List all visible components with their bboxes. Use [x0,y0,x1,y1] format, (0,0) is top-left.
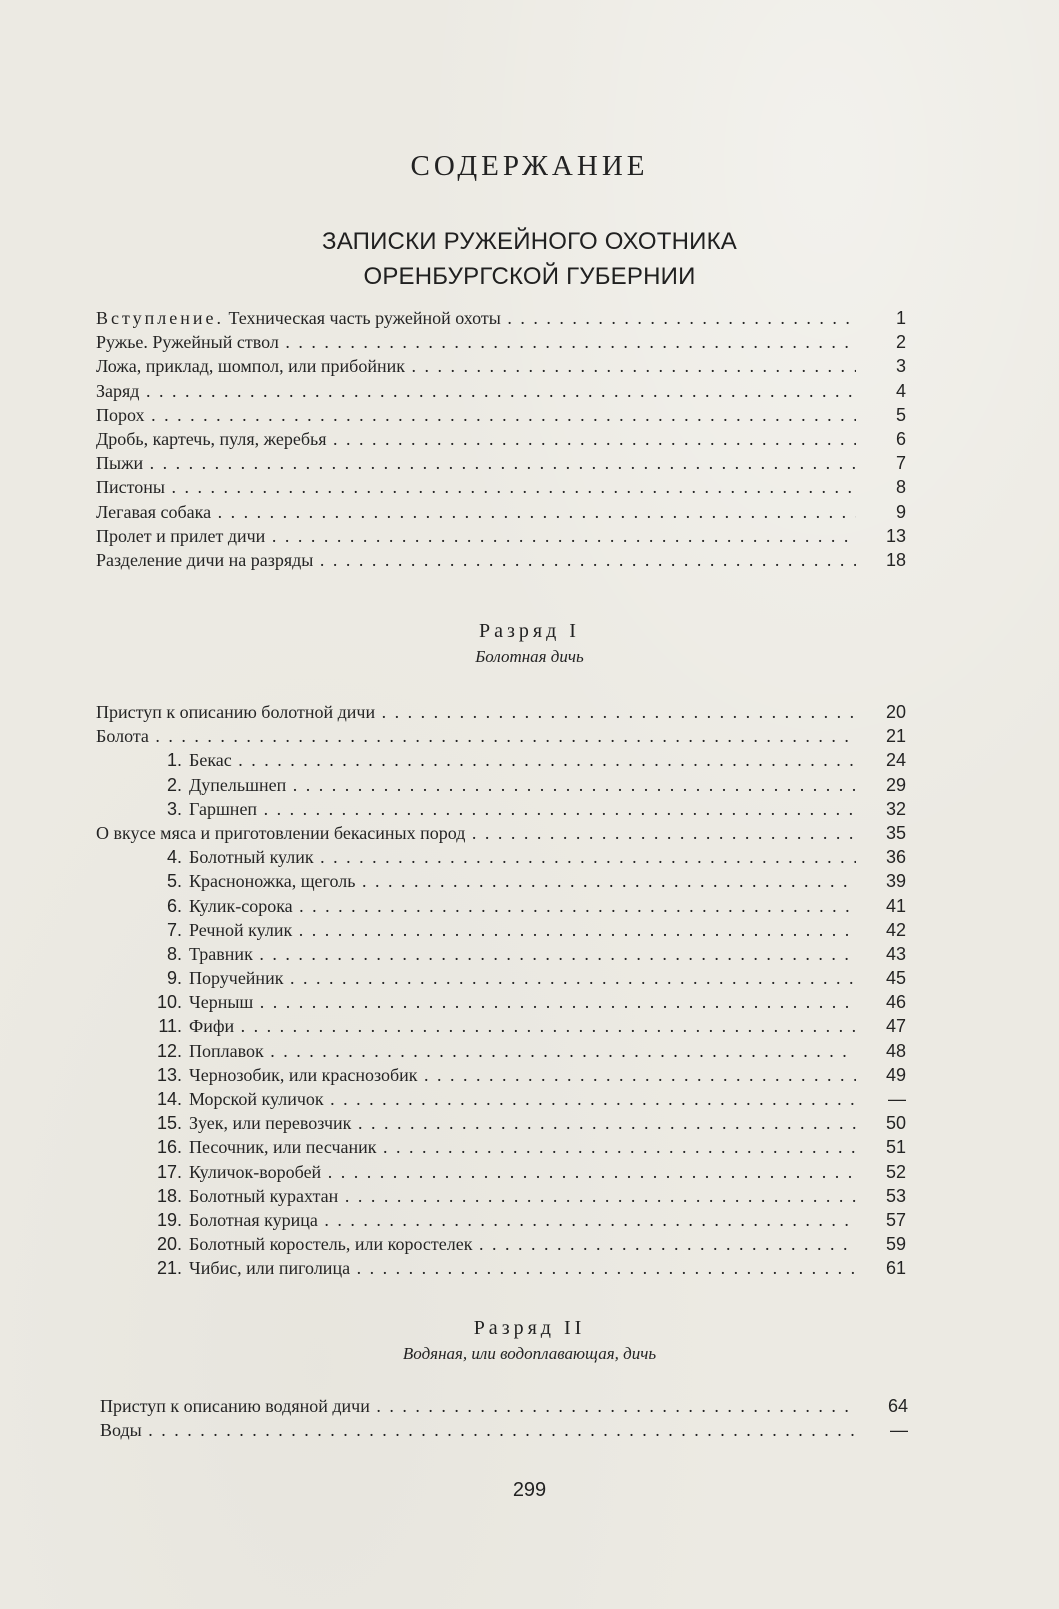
toc-entry [96,1039,906,1063]
entry-index: 13. [156,1064,182,1085]
entry-page: 39 [885,871,906,892]
entry-label: Болотная курица [189,1209,318,1230]
toc-entry [96,548,906,572]
toc-entry [96,748,906,772]
entry-index: 9. [166,968,182,989]
entry-label: Пролет и прилет дичи . . . [96,526,856,546]
toc-entry [96,306,906,330]
entry-label: Дробь, картечь, пуля, жеребья . . . [96,429,856,449]
entry-page: 3 [895,356,906,377]
entry-index: 1. [166,750,182,771]
toc-entry [96,942,906,966]
toc-entry [96,797,906,821]
toc-entry [96,1184,906,1208]
entry-page: 7 [895,453,906,474]
entry-page: 46 [885,992,906,1013]
section-title: Разряд II [473,1317,586,1339]
entry-page: 35 [885,822,906,843]
entry-label: Красноножка, щеголь [189,871,356,892]
toc-entry [96,990,906,1014]
entry-page: 9 [895,501,906,522]
entry-label: Черныш [189,992,254,1013]
entry-label: Заряд . . . [96,381,856,401]
toc-section-1 [96,700,906,1281]
toc-entry [96,379,906,403]
toc-entry [96,1111,906,1135]
entry-page: 50 [885,1113,906,1134]
toc-entry [96,1087,906,1111]
entry-label: Дупельшнеп [189,774,287,795]
entry-page: 6 [895,428,906,449]
toc-entry [96,475,906,499]
section-subtitle: Водяная, или водоплавающая, дичь [402,1344,657,1363]
section-heading [0,1317,1059,1364]
entry-label: О вкусе мяса и приготовлении бекасиных пород . . . [96,823,856,843]
toc-entry [96,1014,906,1038]
entry-label: Приступ к описанию болотной дичи . . . [96,702,856,722]
entry-page: 51 [885,1137,906,1158]
entry-label: Поплавок [189,1040,264,1061]
entry-page: 5 [895,404,906,425]
section-heading [0,620,1059,667]
entry-label: Песочник, или песчаник [189,1137,377,1158]
toc-entry [100,1418,908,1442]
entry-label: Приступ к описанию водяной дичи . . . [100,1396,858,1416]
toc-entry [96,894,906,918]
toc-entry [96,1160,906,1184]
entry-page: 36 [885,847,906,868]
toc-entry [96,773,906,797]
toc-entry [96,403,906,427]
entry-page: 1 [895,308,906,328]
toc-entry [96,524,906,548]
toc-entry [96,354,906,378]
entry-page: 18 [885,549,906,570]
entry-page: 61 [885,1258,906,1279]
entry-index: 18. [156,1185,182,1206]
work-title [0,224,1059,294]
toc-section-2 [100,1394,908,1442]
work-title-line-1: ЗАПИСКИ РУЖЕЙНОГО ОХОТНИКА [322,228,737,255]
entry-label: Болотный курахтан [189,1185,339,1206]
entry-label: Зуек, или перевозчик [189,1113,352,1134]
entry-page: 24 [885,750,906,771]
entry-page: 4 [895,380,906,401]
entry-page: 2 [895,332,906,353]
entry-label: Ложа, приклад, шомпол, или прибойник . . . [96,356,856,376]
entry-label: Болотный кулик [189,847,314,868]
entry-page: 48 [885,1040,906,1061]
entry-label: Фифи [189,1016,235,1037]
toc-entry [96,1208,906,1232]
entry-spaced-word: Вступление. [96,308,224,328]
entry-label: Чибис, или пиголица [189,1258,351,1279]
entry-page: 45 [885,968,906,989]
entry-label: Техническая часть ружейной охоты [228,308,501,328]
entry-label: Пыжи . . . [96,453,856,473]
entry-index: 4. [166,847,182,868]
work-title-line-2: ОРЕНБУРГСКОЙ ГУБЕРНИИ [363,263,696,290]
entry-page: 21 [885,726,906,747]
entry-index: 20. [156,1234,182,1255]
entry-label: Бекас [189,750,232,771]
toc-entry [96,1232,906,1256]
entry-page: 41 [885,895,906,916]
entry-index: 21. [156,1258,182,1279]
entry-label: Поручейник [189,968,284,989]
toc-entry [96,724,906,748]
entry-label: Чернозобик, или краснозобик [189,1064,418,1085]
entry-page: 43 [885,943,906,964]
entry-page: 64 [887,1396,908,1416]
entry-label: Легавая собака . . . [96,502,856,522]
entry-page: 42 [885,919,906,940]
toc-entry [96,918,906,942]
entry-index: 12. [156,1040,182,1061]
entry-page: — [888,1089,906,1109]
toc-entry [96,1063,906,1087]
toc-entry [96,845,906,869]
entry-label: Травник [189,943,253,964]
entry-index: 16. [156,1137,182,1158]
toc-entry [96,966,906,990]
toc-entry [96,821,906,845]
entry-page: 29 [885,774,906,795]
entry-page: 57 [885,1209,906,1230]
toc-entry [96,1256,906,1280]
entry-label: Разделение дичи на разряды . . . [96,550,856,570]
entry-page: 13 [885,525,906,546]
entry-label: Гаршнеп [189,798,258,819]
entry-index: 5. [166,871,182,892]
entry-page: 8 [895,477,906,498]
entry-index: 7. [166,919,182,940]
entry-index: 6. [166,895,182,916]
page-number: 299 [512,1479,547,1501]
entry-index: 17. [156,1161,182,1182]
entry-index: 11. [158,1016,182,1037]
entry-label: Куличок-воробей [189,1161,322,1182]
entry-index: 8. [166,943,182,964]
entry-page: 47 [885,1016,906,1037]
entry-page: — [890,1420,908,1441]
entry-label: Болотный коростель, или коростелек [189,1234,473,1255]
toc-entry [96,700,906,724]
toc-entry [96,500,906,524]
entry-label: Кулик-сорока [189,895,293,916]
entry-page: 49 [885,1064,906,1085]
entry-page: 32 [885,798,906,819]
toc-entry [96,427,906,451]
entry-index: 15. [156,1113,182,1134]
entry-label: Воды . . . [100,1420,858,1440]
toc-entry [96,451,906,475]
toc-entry [96,330,906,354]
entry-label: Порох . . . [96,405,856,425]
section-subtitle: Болотная дичь [475,647,584,666]
entry-index: 2. [166,774,182,795]
entry-label: Морской куличок [189,1089,324,1109]
entry-index: 10. [156,992,182,1013]
toc-entry [96,869,906,893]
contents-heading: СОДЕРЖАНИЕ [410,150,649,182]
entry-page: 52 [885,1161,906,1182]
entry-label: Болота . . . [96,726,856,746]
entry-label: Пистоны . . . [96,477,856,497]
entry-page: 20 [885,702,906,722]
entry-label: Ружье. Ружейный ствол . . . [96,332,856,352]
entry-index: 19. [156,1209,182,1230]
toc-intro [96,306,906,572]
section-title: Разряд I [479,620,580,642]
toc-entry [96,1135,906,1159]
entry-index: 3. [166,798,182,819]
entry-page: 59 [885,1234,906,1255]
entry-index: 14. [156,1089,182,1109]
entry-page: 53 [885,1185,906,1206]
toc-entry [100,1394,908,1418]
entry-label: Речной кулик [189,919,293,940]
